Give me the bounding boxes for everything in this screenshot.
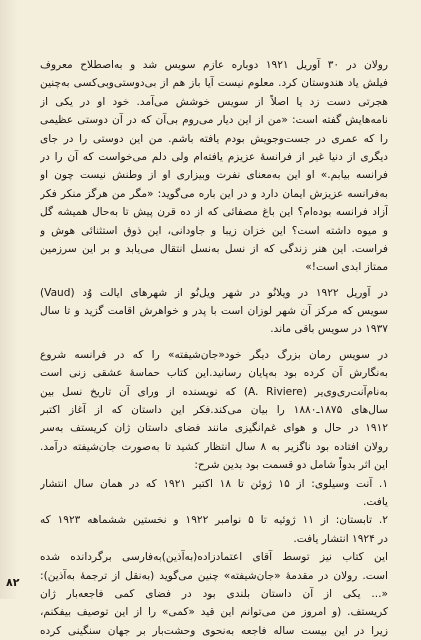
text-line: کریستف. (و امروز من می‌توانم این قید «کمی» را از این توصیف بیفکنم، [40, 606, 388, 619]
text-line: ۱. آنت وسیلوی: از ۱۵ ژوئن تا ۱۸ اکتبر ۱۹۲۱ که در همان سال انتشار [40, 477, 388, 490]
text-line: آزاد فرانسه بوده‌ام؟ این باغ مصفائی که از ده قرن پیش تا به‌حال همیشه گل [40, 206, 388, 219]
text-line: در سویس رمان بزرگ دیگر خود«جان‌شیفته» را که در فرانسه شروع [40, 348, 388, 361]
text-line: فراست. این هنر زندگی که از نسل به‌نسل انتقال می‌یابد و بر این سرزمین [40, 242, 388, 255]
text-line: نامه‌هایش گفته است: «من از این دیار می‌روم بی‌آن که در آن دوستی عظیمی [40, 114, 388, 127]
text-line: به‌نگارش آن کرده بود به‌پایان رسانید.این کتاب حماسهٔ عشقی زنی است [40, 367, 388, 380]
text-line: است. رولان در مقدمهٔ «جان‌شیفته» چنین می‌گوید (به‌نقل از ترجمهٔ به‌آذین): [40, 569, 388, 582]
text-line: و میوه داشته است؟ این خزان زیبا و جاودانی، این ذوق استثنائی هوش و [40, 224, 388, 237]
page-number: ۸۲ [6, 576, 20, 589]
text-line: ۱۹۱۲ در حال و هوای غم‌انگیزی مانند فضای داستان ژان کریستف به‌سر [40, 422, 388, 435]
text-line: زیرا در این بیست ساله فاجعه به‌نحوی وحشت‌بار بر جهان سنگینی کرده [40, 624, 388, 637]
text-line: در ۱۹۲۴ انتشار یافت. [293, 532, 388, 545]
text-line: فیلش یاد هندوستان کرد. معلوم نیست آیا باز هم از بی‌دوستی‌وبی‌کسی به‌چنین [40, 77, 388, 90]
text-line: را که عمری در جست‌وجویش بودم یافته باشم. من این دوستی را در جای [40, 132, 388, 145]
paragraph-return-to-switzerland [40, 56, 388, 277]
text-line: رولان در ۳۰ آوریل ۱۹۲۱ دوباره عازم سویس شد و به‌اصطلاح معروف [40, 59, 388, 71]
text-line: «... یکی از آن داستان بلندی بود در فضای کمی فاجعه‌بار ژان [40, 587, 388, 600]
list-item-part-one [40, 475, 388, 512]
text-line: در آوریل ۱۹۲۲ در ویلانُو در شهر ویل‌نُو از شهرهای ایالت وُد (Vaud) [40, 286, 388, 299]
text-line: یافت. [362, 495, 388, 508]
list-item-part-two [40, 511, 388, 548]
text-line: سویس که مرکز آن شهر لوزان است با پدر و خواهرش اقامت گزید و تا سال [40, 305, 388, 318]
text-line: ۱۹۳۷ در سویس باقی ماند. [270, 323, 388, 336]
text-line: دیگری از دنیا غیر از فرانسهٔ عزیزم یافته‌ام ولی دلم می‌خواست که آن را در [40, 150, 388, 163]
text-line: هجرتی دست زد یا اصلاً از سویس خوشش می‌آمد. خود او در یکی از [40, 95, 388, 108]
text-line: این اثر بدواً شامل دو قسمت بود بدین شرح: [194, 459, 388, 472]
text-line: رولان افتاده بود ناگزیر به‌ ۸ سال انتظار کشید تا به‌صورت جان‌شیفته درآمد. [40, 440, 388, 453]
text-line: ۲. تابستان: از ۱۱ ژوئیه تا ۵ نوامبر ۱۹۲۲ و نخستین ششماهه ۱۹۲۳ که [40, 514, 388, 527]
text-line: سال‌های ۱۸۷۵ـ۱۸۸۰ را بیان می‌کند.فکر این داستان که از آغاز اکتبر [40, 404, 388, 417]
text-line: به‌نام‌آنت‌ری‌وی‌یر (A. Riviere) که نویسنده از ورای آن تاریخ نسل بین [40, 385, 388, 398]
text-line: به‌فرانسه عزیزش ایمان دارد و در این باره می‌گوید: «مگر من هرگز منکر فکر [40, 187, 388, 200]
text-line: ممتاز ابدی است!» [305, 261, 388, 274]
text-line: فرانسه بیابم.» او این به‌معنای نفرت وبیزاری او از وطنش نیست چون او [40, 169, 388, 182]
body-text [40, 56, 388, 640]
text-line: این کتاب نیز توسط آقای اعتمادزاده(به‌آذین)به‌فارسی برگردانده شده [40, 551, 388, 564]
paragraph-translation [40, 548, 388, 640]
paragraph-villeneuve [40, 284, 388, 339]
paragraph-enchanted-soul [40, 346, 388, 475]
